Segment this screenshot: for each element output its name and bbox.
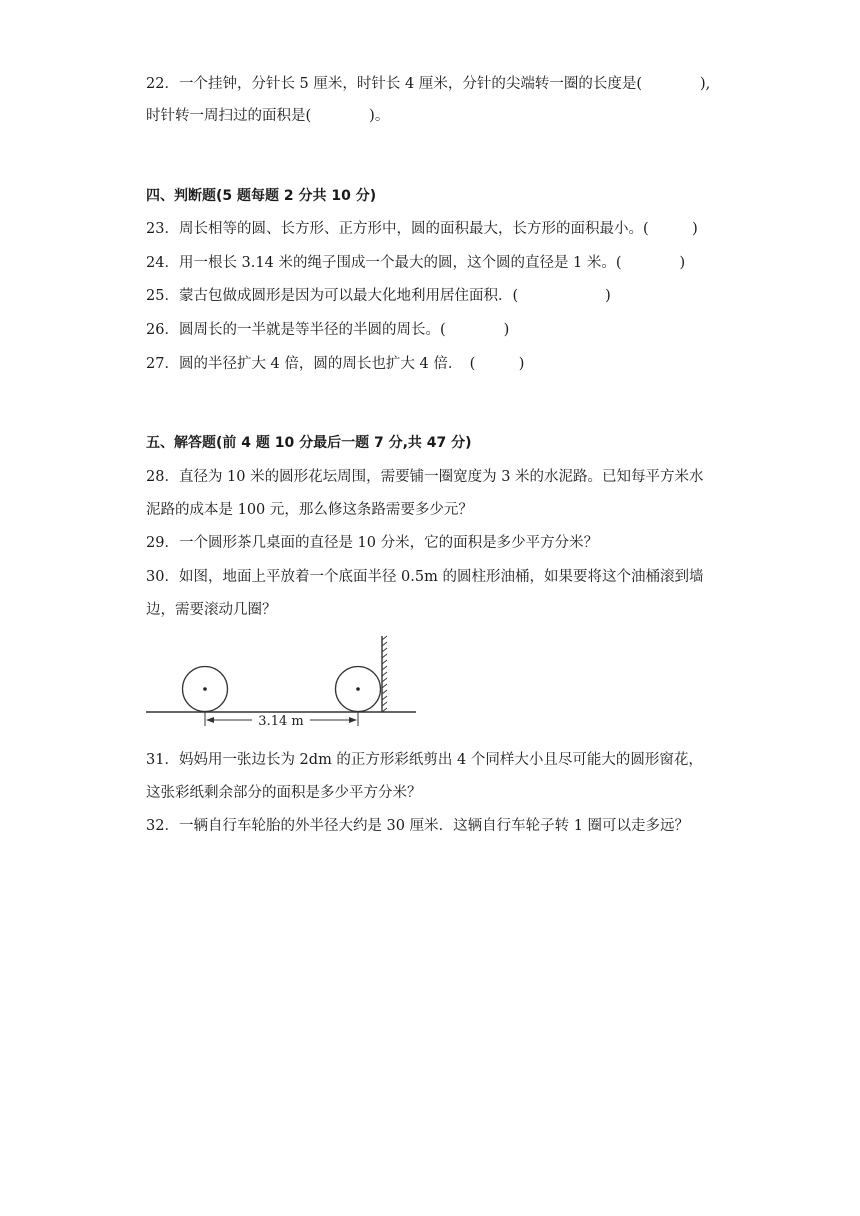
q31-line1: 31．妈妈用一张边长为 2dm 的正方形彩纸剪出 4 个同样大小且尽可能大的圆形窗花， — [146, 752, 703, 768]
question-23: 23．周长相等的圆、长方形、正方形中，圆的面积最大，长方形的面积最小。( ) — [146, 221, 698, 237]
question-25: 25．蒙古包做成圆形是因为可以最大化地利用居住面积．( ) — [146, 288, 611, 304]
q22-line2: 时针转一周扫过的面积是( )。 — [146, 108, 390, 124]
section-4-heading: 四、判断题(5 题每题 2 分共 10 分) — [146, 188, 377, 204]
wall-hatching — [382, 636, 387, 712]
oil-barrel-figure — [146, 634, 421, 736]
q31-line2: 这张彩纸剩余部分的面积是多少平方分米？ — [146, 785, 422, 801]
dim-arrow-right — [349, 717, 357, 723]
question-29: 29．一个圆形茶几桌面的直径是 10 分米，它的面积是多少平方分米？ — [146, 535, 599, 551]
distance-label: 3.14 m — [258, 714, 304, 729]
q30-line1: 30．如图，地面上平放着一个底面半径 0.5m 的圆柱形油桶，如果要将这个油桶滚到墙 — [146, 569, 704, 585]
question-24: 24．用一根长 3.14 米的绳子围成一个最大的圆，这个圆的直径是 1 米。( ) — [146, 255, 686, 271]
barrel-end-center — [356, 687, 360, 691]
q28-line1: 28．直径为 10 米的圆形花坛周围，需要铺一圈宽度为 3 米的水泥路。已知每平方米水 — [146, 469, 704, 485]
barrel-start-center — [203, 687, 207, 691]
question-27: 27．圆的半径扩大 4 倍，圆的周长也扩大 4 倍． ( ) — [146, 356, 525, 372]
question-26: 26．圆周长的一半就是等半径的半圆的周长。( ) — [146, 322, 510, 338]
q28-line2: 泥路的成本是 100 元，那么修这条路需要多少元？ — [146, 502, 473, 518]
dim-arrow-left — [206, 717, 214, 723]
q30-line2: 边，需要滚动几圈？ — [146, 602, 277, 618]
question-32: 32．一辆自行车轮胎的外半径大约是 30 厘米．这辆自行车轮子转 1 圈可以走多远？ — [146, 818, 690, 834]
q22-line1: 22．一个挂钟，分针长 5 厘米，时针长 4 厘米，分针的尖端转一圈的长度是( ), — [146, 76, 711, 92]
section-5-heading: 五、解答题(前 4 题 10 分最后一题 7 分,共 47 分) — [146, 435, 472, 451]
